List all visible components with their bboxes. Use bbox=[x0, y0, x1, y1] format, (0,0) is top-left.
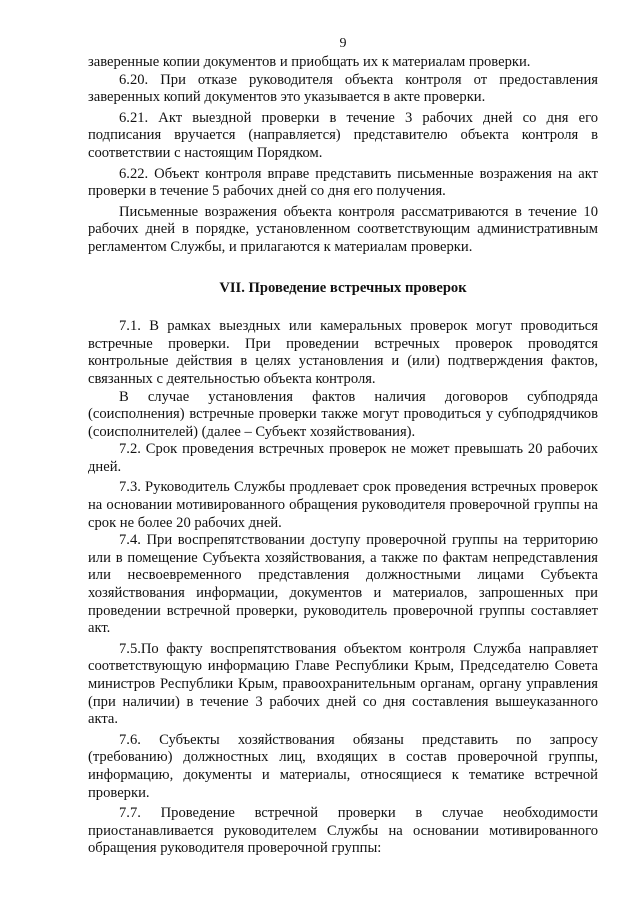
paragraph-7-7: 7.7. Проведение встречной проверки в случае необходимости приостанавливается руководителем Службы на основании мотивированного обращения руководителя проверочной группы: bbox=[88, 805, 598, 857]
document-page bbox=[88, 36, 598, 858]
paragraph-7-2: 7.2. Срок проведения встречных проверок не может превышать 20 рабочих дней. bbox=[88, 441, 598, 475]
paragraph-7-3: 7.3. Руководитель Службы продлевает срок проведения встречных проверок на основании мотивированного обращения руководителя проверочной группы на срок не более 20 рабочих дней. bbox=[88, 479, 598, 531]
paragraph-7-4: 7.4. При воспрепятствовании доступу проверочной группы на территорию или в помещение Субъекта хозяйствования, а также по фактам непредставления или несвоевременного представления должностными лицами Субъекта хозяйствования информации, документов и материалов, запрошенных при проведении встречной проверки, руководитель проверочной группы составляет акт. bbox=[88, 532, 598, 637]
paragraph-7-6: 7.6. Субъекты хозяйствования обязаны представить по запросу (требованию) должностных лиц, входящих в состав проверочной группы, информацию, документы и материалы, относящиеся к тематике встречной проверки. bbox=[88, 731, 598, 801]
paragraph-6-21: 6.21. Акт выездной проверки в течение 3 рабочих дней со дня его подписания вручается (направляется) представителю объекта контроля в соответствии с настоящим Порядком. bbox=[88, 109, 598, 161]
paragraph-6-22: 6.22. Объект контроля вправе представить письменные возражения на акт проверки в течение 5 рабочих дней со дня его получения. bbox=[88, 165, 598, 200]
paragraph-continuation: заверенные копии документов и приобщать их к материалам проверки. bbox=[88, 54, 531, 70]
section-heading: VII. Проведение встречных проверок bbox=[219, 279, 467, 296]
paragraph-objections: Письменные возражения объекта контроля рассматриваются в течение 10 рабочих дней в порядке, установленном соответствующим административным регламентом Службы, и прилагаются к материалам проверки. bbox=[88, 203, 598, 255]
paragraph-subcontract: В случае установления фактов наличия договоров субподряда (соисполнения) встречные проверки также могут проводиться у субподрядчиков (соисполнителей) (далее – Субъект хозяйствования). bbox=[88, 388, 598, 440]
page-number: 9 bbox=[339, 36, 347, 51]
paragraph-7-5: 7.5.По факту воспрепятствования объектом контроля Служба направляет соответствующую информацию Главе Республики Крым, Председателю Совета министров Республики Крым, правоохранительным органам, органу управления (при наличии) в течение 3 рабочих дней со дня составления вышеуказанного акта. bbox=[88, 640, 598, 728]
paragraph-7-1: 7.1. В рамках выездных или камеральных проверок могут проводиться встречные проверки. При проведении встречных проверок проводятся контрольные действия в целях установления и (или) подтверждения фактов, связанных с деятельностью объекта контроля. bbox=[88, 318, 598, 387]
paragraph-6-20: 6.20. При отказе руководителя объекта контроля от предоставления заверенных копий документов это указывается в акте проверки. bbox=[88, 71, 598, 106]
